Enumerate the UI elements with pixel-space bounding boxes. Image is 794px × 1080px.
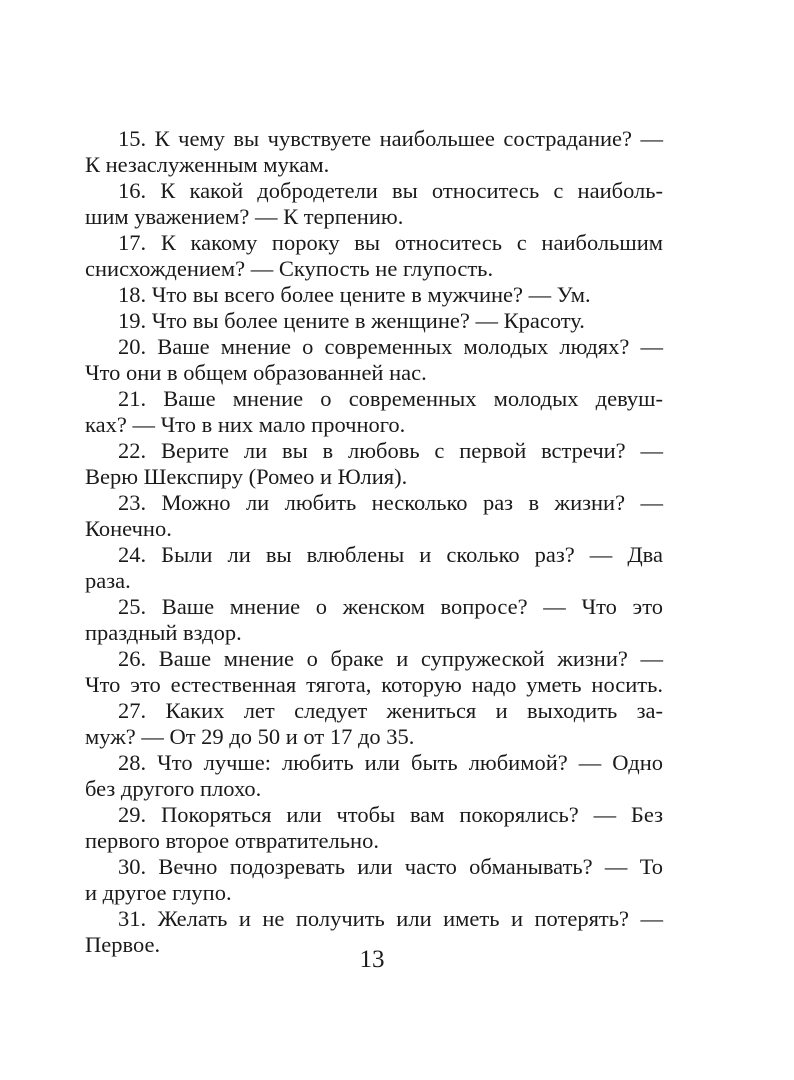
qa-entry <box>85 750 663 802</box>
qa-entry <box>85 386 663 438</box>
text-line: первого второе отвратительно. <box>85 828 379 853</box>
text-line: и другое глупо. <box>85 880 232 905</box>
qa-entry <box>85 542 663 594</box>
text-line: Что это естественная тягота, которую надо уметь носить. <box>85 672 663 697</box>
text-line: праздный вздор. <box>85 620 242 645</box>
text-line: шим уважением? — К терпению. <box>85 204 404 229</box>
text-line: 19. Что вы более цените в женщине? — Красоту. <box>118 308 585 333</box>
text-line: 24. Были ли вы влюблены и сколько раз? — Два <box>118 542 663 567</box>
text-line: 20. Ваше мнение о современных молодых людях? — <box>118 334 663 359</box>
text-line: 17. К какому пороку вы относитесь с наибольшим <box>118 230 663 255</box>
text-line: 28. Что лучше: любить или быть любимой? — Одно <box>118 750 663 775</box>
qa-entry <box>85 308 663 334</box>
text-line: 23. Можно ли любить несколько раз в жизни? — <box>118 490 663 515</box>
text-line: 18. Что вы всего более цените в мужчине? — Ум. <box>118 282 591 307</box>
text-line: 15. К чему вы чувствуете наибольшее сострадание? — <box>118 126 663 151</box>
text-line: Верю Шекспиру (Ромео и Юлия). <box>85 464 408 489</box>
page-body <box>85 126 663 958</box>
text-line: 31. Желать и не получить или иметь и потерять? — <box>118 906 663 931</box>
text-line: 26. Ваше мнение о браке и супружеской жизни? — <box>118 646 663 671</box>
text-line: Первое. <box>85 932 161 957</box>
text-line: снисхождением? — Скупость не глупость. <box>85 256 494 281</box>
text-line: Конечно. <box>85 516 172 541</box>
text-line: 27. Каких лет следует жениться и выходить за- <box>118 698 663 723</box>
text-line: 16. К какой добродетели вы относитесь с наиболь- <box>118 178 663 203</box>
text-line: раза. <box>85 568 131 593</box>
text-line: 22. Верите ли вы в любовь с первой встречи? — <box>118 438 663 463</box>
qa-entry <box>85 646 663 698</box>
qa-entry <box>85 854 663 906</box>
text-line: Что они в общем образованней нас. <box>85 360 427 385</box>
text-line: К незаслуженным мукам. <box>85 152 330 177</box>
qa-entry <box>85 230 663 282</box>
text-line: 30. Вечно подозревать или часто обманывать? — То <box>118 854 663 879</box>
qa-entry <box>85 438 663 490</box>
text-line: муж? — От 29 до 50 и от 17 до 35. <box>85 724 415 749</box>
qa-entry <box>85 334 663 386</box>
qa-entry <box>85 490 663 542</box>
text-line: 21. Ваше мнение о современных молодых девуш- <box>118 386 663 411</box>
qa-entry <box>85 698 663 750</box>
page-number: 13 <box>359 946 385 973</box>
qa-entry <box>85 178 663 230</box>
text-line: 29. Покоряться или чтобы вам покорялись? — Без <box>118 802 663 827</box>
qa-entry <box>85 282 663 308</box>
text-line: ках? — Что в них мало прочного. <box>85 412 406 437</box>
qa-entry <box>85 594 663 646</box>
text-line: без другого плохо. <box>85 776 262 801</box>
text-line: 25. Ваше мнение о женском вопросе? — Что это <box>118 594 663 619</box>
qa-entry <box>85 126 663 178</box>
qa-entry <box>85 802 663 854</box>
